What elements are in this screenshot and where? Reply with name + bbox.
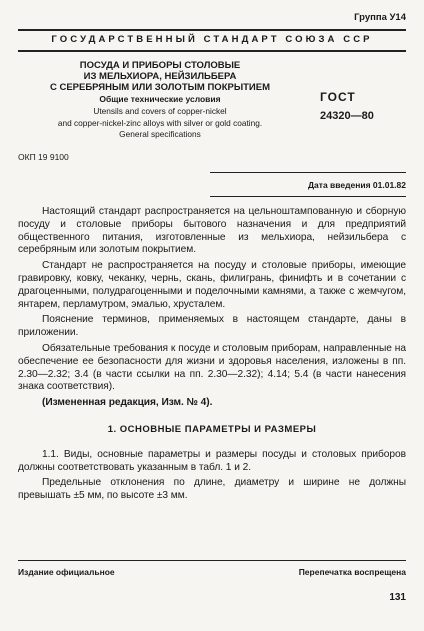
gost-number: 24320—80 [320, 110, 374, 122]
section-heading: 1. ОСНОВНЫЕ ПАРАМЕТРЫ И РАЗМЕРЫ [107, 423, 317, 435]
footer-rule [18, 560, 406, 561]
title-line: ИЗ МЕЛЬХИОРА, НЕЙЗИЛЬБЕРА [83, 71, 237, 82]
date-rule-bottom [210, 196, 406, 197]
paragraph: Обязательные требования к посуде и столовым приборам, направленные на обеспечение ее безопасности для жизни и здоровья населения, изложены в пп. 2.30—2.32; 3.4 (в части ссылки на пп. 2.30—2.32); 4.14; 5.4 (в части нанесения знака соответствия). [18, 342, 406, 393]
paragraph: 1.1. Виды, основные параметры и размеры посуды и столовых приборов должны соответствовать указанным в табл. 1 и 2. [18, 448, 406, 473]
document-title [10, 60, 310, 140]
top-rule [18, 29, 406, 31]
header-rule [18, 50, 406, 52]
title-line: С СЕРЕБРЯНЫМ ИЛИ ЗОЛОТЫМ ПОКРЫТИЕМ [49, 82, 271, 93]
title-en-line: Utensils and covers of copper-nickel [93, 106, 227, 116]
introduction-date: Дата введения 01.01.82 [308, 180, 406, 190]
group-label: Группа У14 [354, 12, 406, 23]
title-en-line: General specifications [119, 129, 201, 139]
date-rule [210, 172, 406, 173]
title-en-line: and copper-nickel-zinc alloys with silver or gold coating. [57, 117, 263, 128]
paragraph: Стандарт не распространяется на посуду и столовые приборы, имеющие гравировку, ковку, чеканку, чернь, скань, филигрань, финифть и в сочетании с драгоценными, полудрагоценными и поделочными камнями, а также с жемчугом, янтарем, перламутром, эмалью, хрусталем. [18, 260, 406, 310]
subtitle: Общие технические условия [99, 94, 221, 104]
gost-designation [320, 90, 374, 122]
page-number: 131 [389, 592, 406, 603]
edition-note: Издание официальное [18, 567, 115, 577]
paragraph: Настоящий стандарт распространяется на цельноштампованную и сборную посуду и столовые приборы бытового назначения и для предприятий общественного питания, изготовленные из мельхиора, нейзильбера с серебряным или золотым покрытием. [18, 206, 406, 256]
title-line: ПОСУДА И ПРИБОРЫ СТОЛОВЫЕ [79, 60, 241, 71]
document-body [18, 206, 406, 506]
standard-title: ГОСУДАРСТВЕННЫЙ СТАНДАРТ СОЮЗА ССР [51, 34, 373, 45]
gost-label: ГОСТ [320, 90, 356, 104]
amendment-note: (Измененная редакция, Изм. № 4). [42, 397, 213, 409]
okp-code: ОКП 19 9100 [18, 152, 69, 162]
paragraph: Пояснение терминов, применяемых в настоящем стандарте, даны в приложении. [18, 314, 406, 339]
paragraph: Предельные отклонения по длине, диаметру и ширине не должны превышать ±5 мм, по высоте ±3 мм. [18, 477, 406, 502]
reprint-note: Перепечатка воспрещена [298, 567, 406, 577]
